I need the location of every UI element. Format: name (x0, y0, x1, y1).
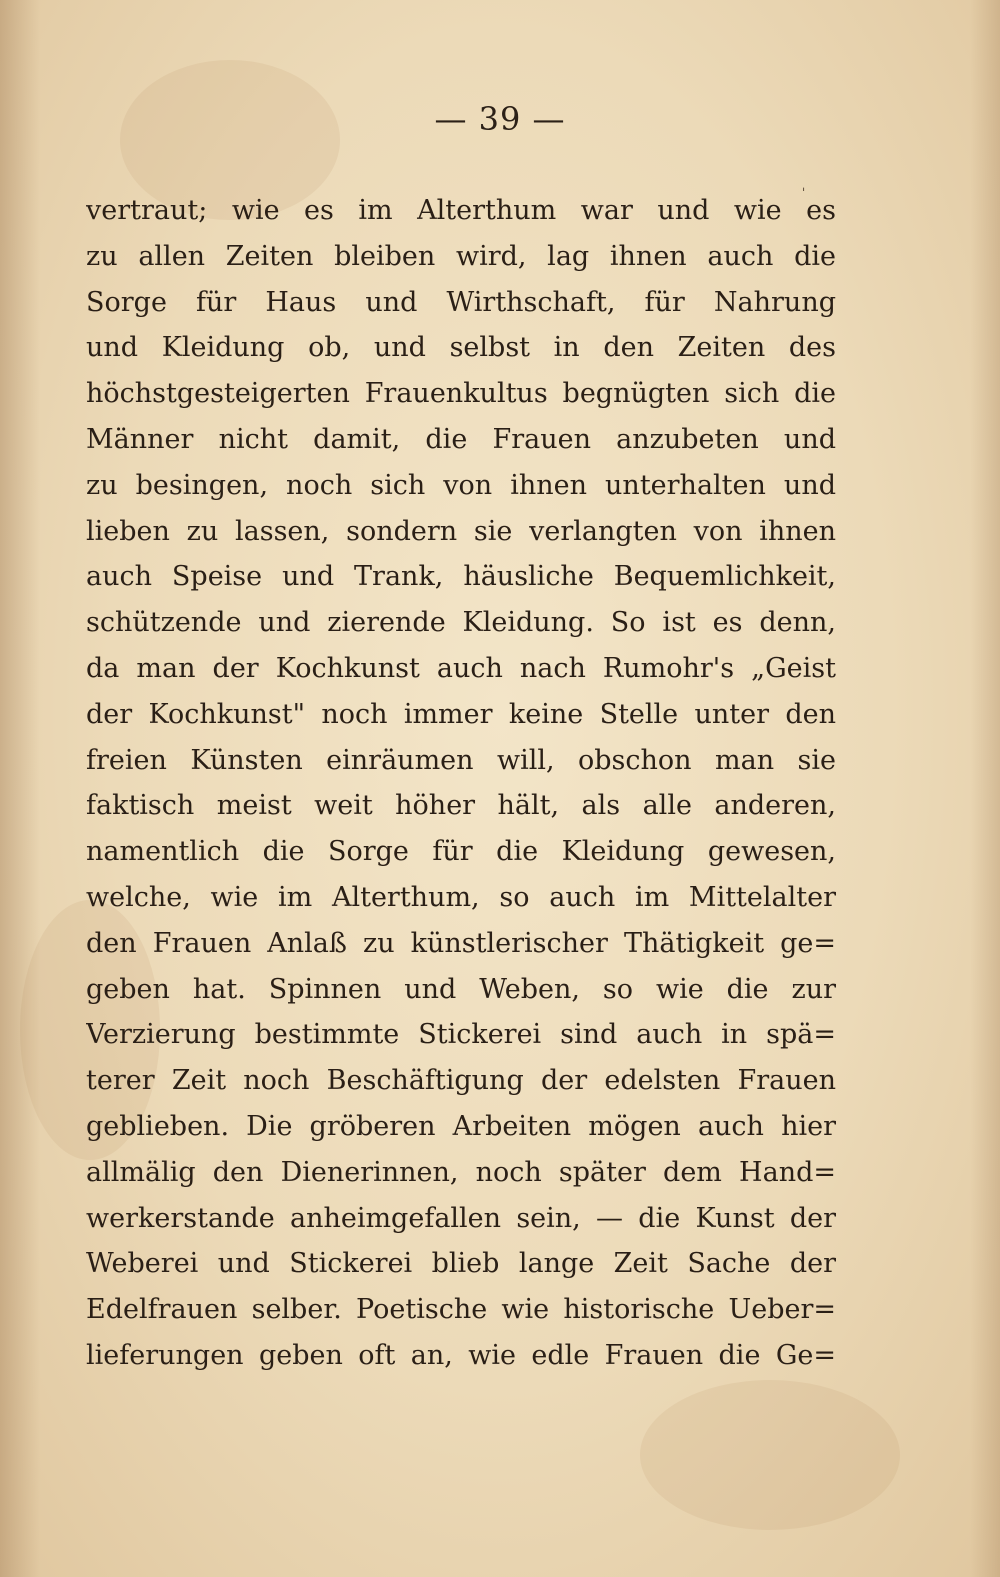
text-line: lieben zu lassen, sondern sie verlangten von ihnen (86, 515, 836, 547)
text-line: geben hat. Spinnen und Weben, so wie die zur (86, 973, 836, 1005)
text-line: höchstgesteigerten Frauenkultus begnügten sich die (86, 378, 836, 410)
text-line: terer Zeit noch Beschäftigung der edelsten Frauen (86, 1065, 836, 1097)
margin-mark: ˌ (802, 178, 806, 192)
text-line: den Frauen Anlaß zu künstlerischer Thätigkeit ge= (86, 927, 836, 959)
text-line: zu allen Zeiten bleiben wird, lag ihnen auch die (86, 240, 836, 272)
text-line: Sorge für Haus und Wirthschaft, für Nahrung (86, 286, 836, 318)
text-line: der Kochkunst" noch immer keine Stelle unter den (86, 698, 836, 730)
text-line: schützende und zierende Kleidung. So ist es denn, (86, 607, 836, 639)
text-line: werkerstande anheimgefallen sein, — die Kunst der (86, 1202, 836, 1234)
text-line: faktisch meist weit höher hält, als alle anderen, (86, 790, 836, 822)
text-line: und Kleidung ob, und selbst in den Zeiten des (86, 332, 836, 364)
page-edge-shadow-left (0, 0, 40, 1577)
text-line: namentlich die Sorge für die Kleidung gewesen, (86, 836, 836, 868)
text-line: freien Künsten einräumen will, obschon man sie (86, 744, 836, 776)
text-line: geblieben. Die gröberen Arbeiten mögen auch hier (86, 1110, 836, 1142)
text-line: Verzierung bestimmte Stickerei sind auch in spä= (86, 1019, 836, 1051)
text-line: zu besingen, noch sich von ihnen unterhalten und (86, 469, 836, 501)
page-edge-shadow-right (970, 0, 1000, 1577)
text-line: allmälig den Dienerinnen, noch später dem Hand= (86, 1156, 836, 1188)
body-text (86, 188, 836, 1379)
text-line: vertraut; wie es im Alterthum war und wie es (86, 195, 836, 226)
text-line: Weberei und Stickerei blieb lange Zeit Sache der (86, 1248, 836, 1280)
text-line: Edelfrauen selber. Poetische wie historische Ueber= (86, 1294, 836, 1326)
page-number: — 39 — (434, 100, 566, 138)
text-line: da man der Kochkunst auch nach Rumohr's „Geist (86, 652, 836, 684)
text-line: auch Speise und Trank, häusliche Bequemlichkeit, (86, 561, 836, 593)
text-line: welche, wie im Alterthum, so auch im Mittelalter (86, 881, 836, 913)
paper-stain (640, 1380, 900, 1530)
text-line: Männer nicht damit, die Frauen anzubeten und (86, 423, 836, 455)
text-line: lieferungen geben oft an, wie edle Frauen die Ge= (86, 1339, 836, 1371)
